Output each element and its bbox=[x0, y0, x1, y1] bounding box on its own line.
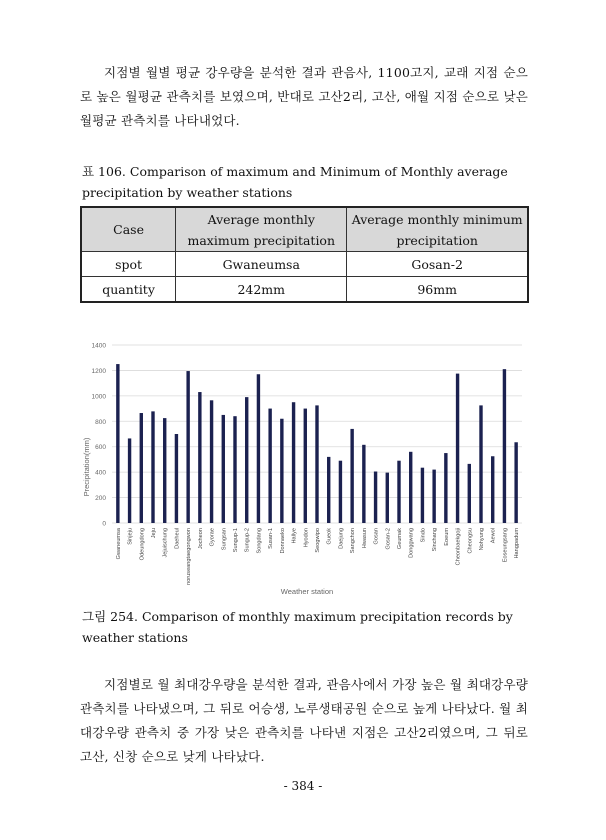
bar bbox=[280, 419, 283, 523]
x-tick-label: Hallye bbox=[291, 528, 298, 544]
bar bbox=[175, 434, 178, 523]
y-tick-label: 1400 bbox=[91, 342, 106, 350]
bar bbox=[128, 438, 131, 523]
x-tick-label: Seogwipo bbox=[315, 528, 321, 553]
x-tick-label: Hangpadum bbox=[514, 528, 521, 559]
bar bbox=[210, 400, 213, 523]
cell: 242mm bbox=[176, 277, 347, 303]
precipitation-bar-chart bbox=[80, 335, 530, 600]
bar bbox=[198, 392, 201, 523]
table-caption bbox=[82, 161, 530, 203]
bar bbox=[386, 473, 389, 523]
x-tick-label: Sinjeju bbox=[127, 528, 134, 545]
cell: Gwaneumsa bbox=[176, 252, 347, 277]
y-tick-label: 800 bbox=[95, 418, 106, 426]
bar bbox=[116, 364, 119, 523]
intro-paragraph: 지점별 월별 평균 강우량을 분석한 결과 관음사, 1100고지, 교래 지점 순으로 높은 월평균 관측치를 보였으며, 반대로 고산2리, 고산, 애월 지점 순으로 낮은 월평균 관측치를 나타내었다. bbox=[80, 64, 528, 128]
bar bbox=[514, 442, 517, 523]
x-tick-label: Sinchang bbox=[432, 528, 439, 552]
bar bbox=[374, 472, 377, 523]
bar bbox=[409, 452, 412, 523]
table-caption-text: Comparison of maximum and Minimum of Monthly average precipitation by weather stations bbox=[82, 164, 508, 200]
x-tick-label: Aewol bbox=[490, 528, 497, 544]
x-tick-label: Hyodon bbox=[303, 528, 310, 548]
bar bbox=[292, 402, 295, 523]
x-tick-label: Hwasun bbox=[361, 528, 368, 549]
x-tick-label: Eoseungsang bbox=[502, 528, 509, 563]
x-tick-label: Sangchon bbox=[350, 528, 357, 554]
y-tick-label: 1200 bbox=[91, 367, 106, 375]
bar bbox=[222, 415, 225, 523]
y-tick-labels bbox=[92, 343, 107, 528]
figure-caption-text: Comparison of monthly maximum precipitation records by weather stations bbox=[82, 609, 513, 645]
x-tick-label: Cheonbaekgoji bbox=[455, 528, 462, 566]
y-tick-label: 1000 bbox=[91, 393, 106, 401]
x-axis-label: Weather station bbox=[280, 587, 334, 596]
y-tick-label: 200 bbox=[95, 495, 106, 503]
bar bbox=[186, 371, 189, 523]
y-axis-label: Precipitation(mm) bbox=[82, 437, 91, 497]
x-tick-label: Sungup-2 bbox=[244, 528, 251, 553]
bar bbox=[140, 413, 143, 523]
x-tick-label: Songdang bbox=[256, 528, 263, 554]
bar bbox=[456, 374, 459, 523]
bar bbox=[327, 457, 330, 523]
x-tick-label: Sindo bbox=[420, 528, 427, 543]
x-tick-label: Donggwang bbox=[408, 528, 415, 558]
x-tick-label: Susan-1 bbox=[268, 528, 275, 549]
bar bbox=[233, 416, 236, 523]
figure-caption-number: 그림 254. bbox=[82, 609, 138, 624]
table-header-row bbox=[81, 207, 528, 252]
x-tick-label: Sungup-1 bbox=[233, 528, 239, 553]
bar bbox=[304, 409, 307, 523]
x-tick-label: Sungsan bbox=[221, 528, 228, 551]
table-row bbox=[81, 252, 528, 277]
x-tick-label: Nohyung bbox=[479, 528, 485, 551]
header-case: Case bbox=[81, 207, 176, 252]
bar bbox=[491, 456, 494, 523]
x-tick-label: Eoeum bbox=[443, 528, 450, 546]
bar bbox=[479, 405, 482, 523]
bar bbox=[245, 397, 248, 523]
cell: spot bbox=[81, 252, 176, 277]
bar bbox=[163, 418, 166, 523]
x-tick-label: Gosan-2 bbox=[385, 528, 392, 550]
bar bbox=[315, 405, 318, 523]
bar bbox=[432, 470, 435, 523]
page-number: - 384 - bbox=[283, 779, 323, 793]
bar bbox=[257, 374, 260, 523]
x-tick-label: Gwaneumsa bbox=[115, 528, 122, 560]
bars bbox=[116, 364, 518, 523]
x-tick-label: Cheongsu bbox=[467, 528, 474, 554]
x-tick-label: Odeungdong bbox=[139, 528, 146, 561]
x-tick-label: Daejung bbox=[338, 528, 345, 549]
bar bbox=[421, 468, 424, 523]
cell: 96mm bbox=[347, 277, 528, 303]
y-tick-label: 0 bbox=[102, 520, 106, 528]
bar bbox=[468, 464, 471, 523]
x-tick-label: Gueok bbox=[326, 528, 333, 545]
y-tick-label: 600 bbox=[95, 444, 106, 452]
x-tick-label: Daeheul bbox=[174, 528, 181, 549]
x-tick-label: Jocheon bbox=[197, 528, 204, 550]
bar bbox=[268, 409, 271, 523]
x-tick-label: Gosan bbox=[373, 528, 380, 545]
bar bbox=[350, 429, 353, 523]
bar bbox=[151, 411, 154, 523]
x-tick-label: Geumak bbox=[397, 528, 403, 550]
figure-caption bbox=[82, 606, 530, 648]
table-row bbox=[81, 277, 528, 303]
bar bbox=[503, 369, 506, 523]
bar bbox=[362, 445, 365, 523]
analysis-paragraph: 지점별로 월 최대강우량을 분석한 결과, 관음사에서 가장 높은 월 최대강우량 관측치를 나타냈으며, 그 뒤로 어승생, 노루생태공원 순으로 높게 나타났다. 월 최대강우량 관측치 중 가장 낮은 관측치를 나타낸 지점은 고산2리였으며, 그 뒤로 고산, 신창 순으로 낮게 나타났다. bbox=[80, 676, 528, 764]
x-tick-labels bbox=[116, 527, 520, 585]
comparison-table bbox=[80, 206, 529, 303]
cell: quantity bbox=[81, 277, 176, 303]
header-max: Average monthly maximum precipitation bbox=[176, 207, 347, 252]
x-tick-label: noruseangtaegongwon bbox=[186, 528, 193, 585]
bar bbox=[339, 461, 342, 523]
x-tick-label: Gyorae bbox=[209, 528, 216, 547]
header-min: Average monthly minimum precipitation bbox=[347, 207, 528, 252]
x-tick-label: Donnaeko bbox=[279, 528, 286, 554]
cell: Gosan-2 bbox=[347, 252, 528, 277]
x-tick-label: Jejuischung bbox=[162, 528, 169, 558]
table-caption-number: 표 106. bbox=[82, 164, 126, 179]
bar bbox=[444, 453, 447, 523]
y-tick-label: 400 bbox=[95, 469, 106, 477]
bar bbox=[397, 461, 400, 523]
x-tick-label: Jeju bbox=[151, 528, 157, 539]
